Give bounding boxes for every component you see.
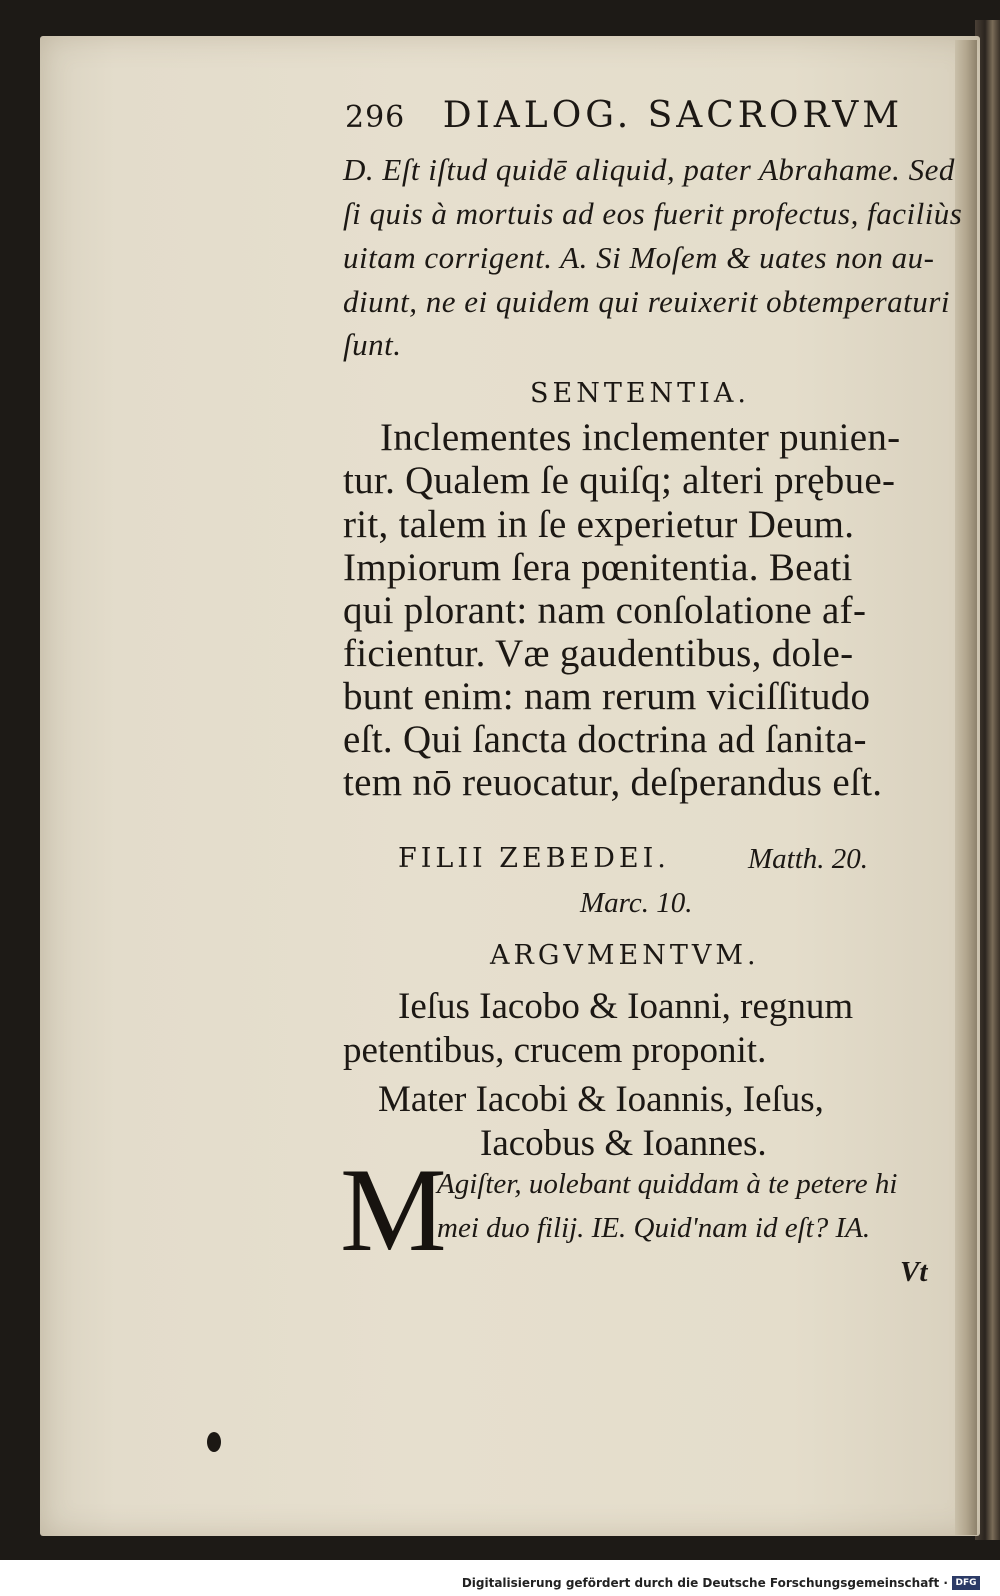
- sententia-line: Impiorum ſera pœnitentia. Beati: [343, 546, 853, 589]
- footer-credit: Digitalisierung gefördert durch die Deutsche Forschungsgemeinschaft ·: [461, 1576, 948, 1590]
- argument-line: petentibus, crucem proponit.: [343, 1030, 767, 1071]
- section-title: FILII ZEBEDEI.: [398, 843, 670, 874]
- section-ref-mark: Marc. 10.: [580, 887, 693, 919]
- sententia-line: tem nō reuocatur, deſperandus eſt.: [343, 761, 883, 804]
- sententia-heading: SENTENTIA.: [530, 378, 750, 409]
- sententia-line: qui plorant: nam conſolatione af-: [343, 589, 867, 632]
- drop-cap: M: [340, 1143, 447, 1276]
- running-title: DIALOG. SACRORVM: [442, 95, 904, 136]
- opening-line: Agiſter, uolebant quiddam à te petere hi: [437, 1168, 898, 1200]
- footer-bar: [0, 1572, 1000, 1596]
- persons-line: Mater Iacobi & Ioannis, Ieſus,: [378, 1079, 824, 1120]
- sententia-line: ficientur. Væ gaudentibus, dole-: [343, 632, 854, 675]
- page-number: 296: [345, 100, 406, 135]
- sententia-line: eſt. Qui ſancta doctrina ad ſanita-: [343, 718, 867, 761]
- dialogue-line: ſi quis à mortuis ad eos fuerit profectus, faciliùs: [343, 196, 963, 231]
- dialogue-line: D. Eſt iſtud quidē aliquid, pater Abrahame. Sed: [343, 152, 955, 187]
- catchword: Vt: [900, 1256, 928, 1288]
- argument-line: Ieſus Iacobo & Ioanni, regnum: [398, 986, 854, 1027]
- section-ref-matthew: Matth. 20.: [748, 843, 869, 875]
- ink-mark: [207, 1432, 221, 1452]
- sententia-line: tur. Qualem ſe quiſq; alteri prębue-: [343, 459, 896, 502]
- running-header: [345, 95, 903, 136]
- dialogue-line: diunt, ne ei quidem qui reuixerit obtemperaturi: [343, 284, 950, 319]
- page-edge-shadow: [955, 40, 977, 1535]
- persons-line: Iacobus & Ioannes.: [480, 1123, 767, 1164]
- dialogue-line: uitam corrigent. A. Si Moſem & uates non au-: [343, 240, 935, 275]
- sententia-line: rit, talem in ſe experietur Deum.: [343, 503, 855, 546]
- opening-line: mei duo filij. IE. Quid'nam id eſt? IA.: [437, 1212, 871, 1244]
- dfg-logo-icon: DFG: [952, 1576, 980, 1590]
- dialogue-line: ſunt.: [343, 327, 402, 362]
- sententia-line: bunt enim: nam rerum viciſſitudo: [343, 675, 871, 718]
- argument-heading: ARGVMENTVM.: [490, 940, 760, 971]
- sententia-line: Inclementes inclementer punien-: [380, 416, 901, 459]
